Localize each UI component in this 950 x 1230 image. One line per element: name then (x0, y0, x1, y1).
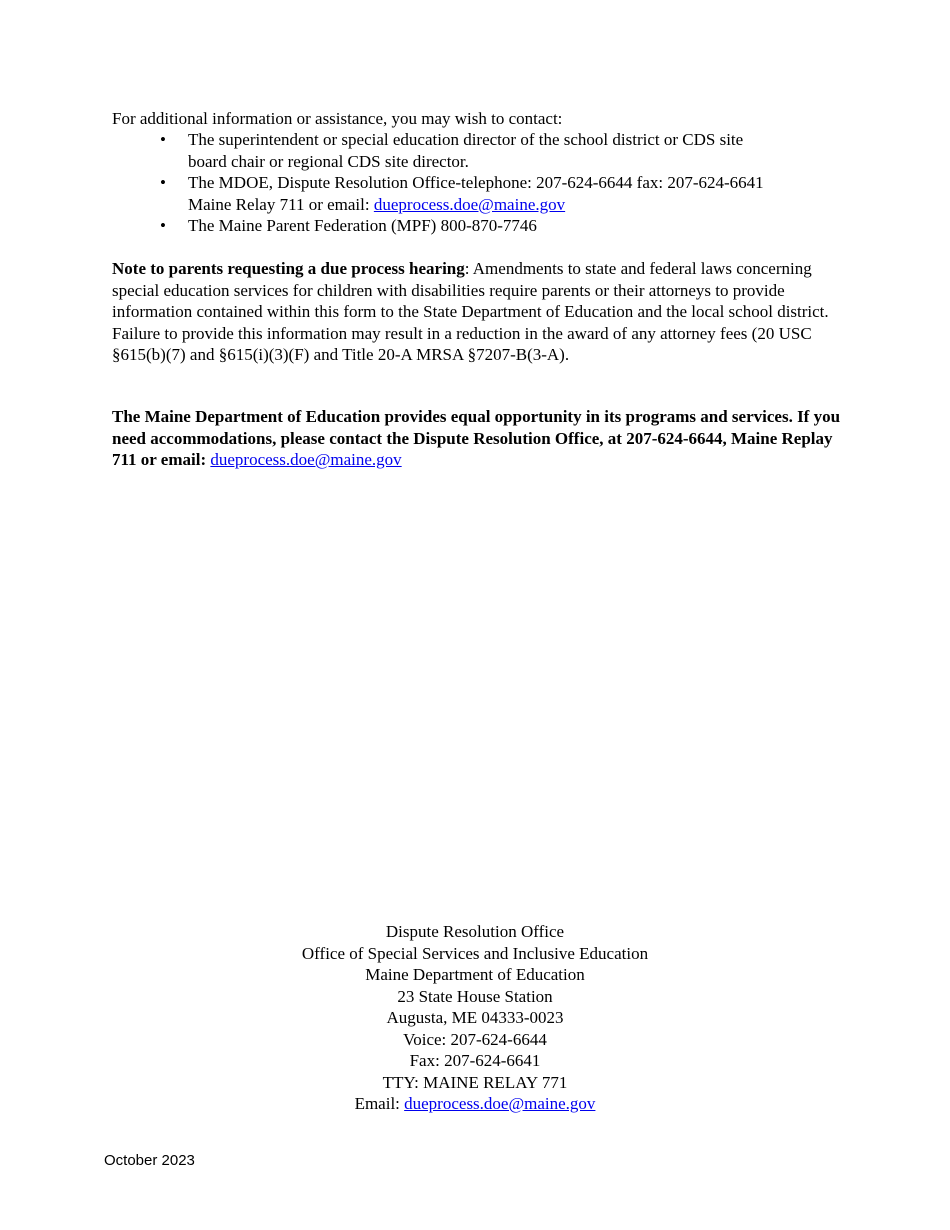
list-item-text: The Maine Parent Federation (MPF) 800-870-7746 (188, 216, 537, 235)
list-item-text: The MDOE, Dispute Resolution Office-telephone: 207-624-6644 fax: 207-624-6641 Maine Relay 711 or email: (188, 173, 764, 214)
list-item (160, 129, 780, 172)
address-line-1: 23 State House Station (397, 986, 553, 1006)
equal-opportunity-text: The Maine Department of Education provides equal opportunity in its programs and services. If you need accommodations, please contact the Dispute Resolution Office, at 207-624-6644, Maine Replay 711 or email: (112, 407, 841, 469)
bullet-icon: • (160, 173, 166, 192)
bullet-icon: • (160, 130, 166, 149)
list-item (160, 215, 780, 237)
email-link[interactable]: dueprocess.doe@maine.gov (373, 194, 566, 214)
voice-number: Voice: 207-624-6644 (403, 1029, 547, 1049)
note-heading: Note to parents requesting a due process hearing (112, 259, 465, 278)
division-name: Office of Special Services and Inclusive Education (301, 943, 649, 963)
email-link[interactable]: dueprocess.doe@maine.gov (210, 450, 402, 469)
fax-number: Fax: 207-624-6641 (409, 1051, 541, 1070)
note-body: : Amendments to state and federal laws concerning special education services for children with disabilities require parents or their attorneys to provide information contained within this form to the State Department of Education and the local school district. Failure to provide this information may result in a reduction in the award of any attorney fees (20 USC §615(b)(7) and §615(i)(3)(F) and Title 20-A MRSA §7207-B(3-A). (112, 259, 829, 364)
equal-opportunity-statement (112, 406, 842, 471)
intro-text: For additional information or assistance, you may wish to contact: (112, 109, 563, 128)
footer-date: October 2023 (104, 1152, 195, 1169)
email-link[interactable]: dueprocess.doe@maine.gov (404, 1094, 596, 1113)
parent-note (112, 258, 842, 366)
bullet-icon: • (160, 216, 166, 235)
address-line-2: Augusta, ME 04333-0023 (386, 1008, 564, 1027)
list-item-text: The superintendent or special education director of the school district or CDS site board chair or regional CDS site director. (188, 130, 744, 171)
department-name: Maine Department of Education (365, 965, 585, 984)
office-name: Dispute Resolution Office (385, 922, 565, 941)
email-line (0, 1093, 950, 1115)
contact-block (0, 921, 950, 1115)
list-item (160, 172, 780, 215)
tty-number: TTY: MAINE RELAY 771 (382, 1072, 568, 1092)
email-label: Email: (354, 1094, 405, 1113)
contact-list (160, 129, 780, 237)
